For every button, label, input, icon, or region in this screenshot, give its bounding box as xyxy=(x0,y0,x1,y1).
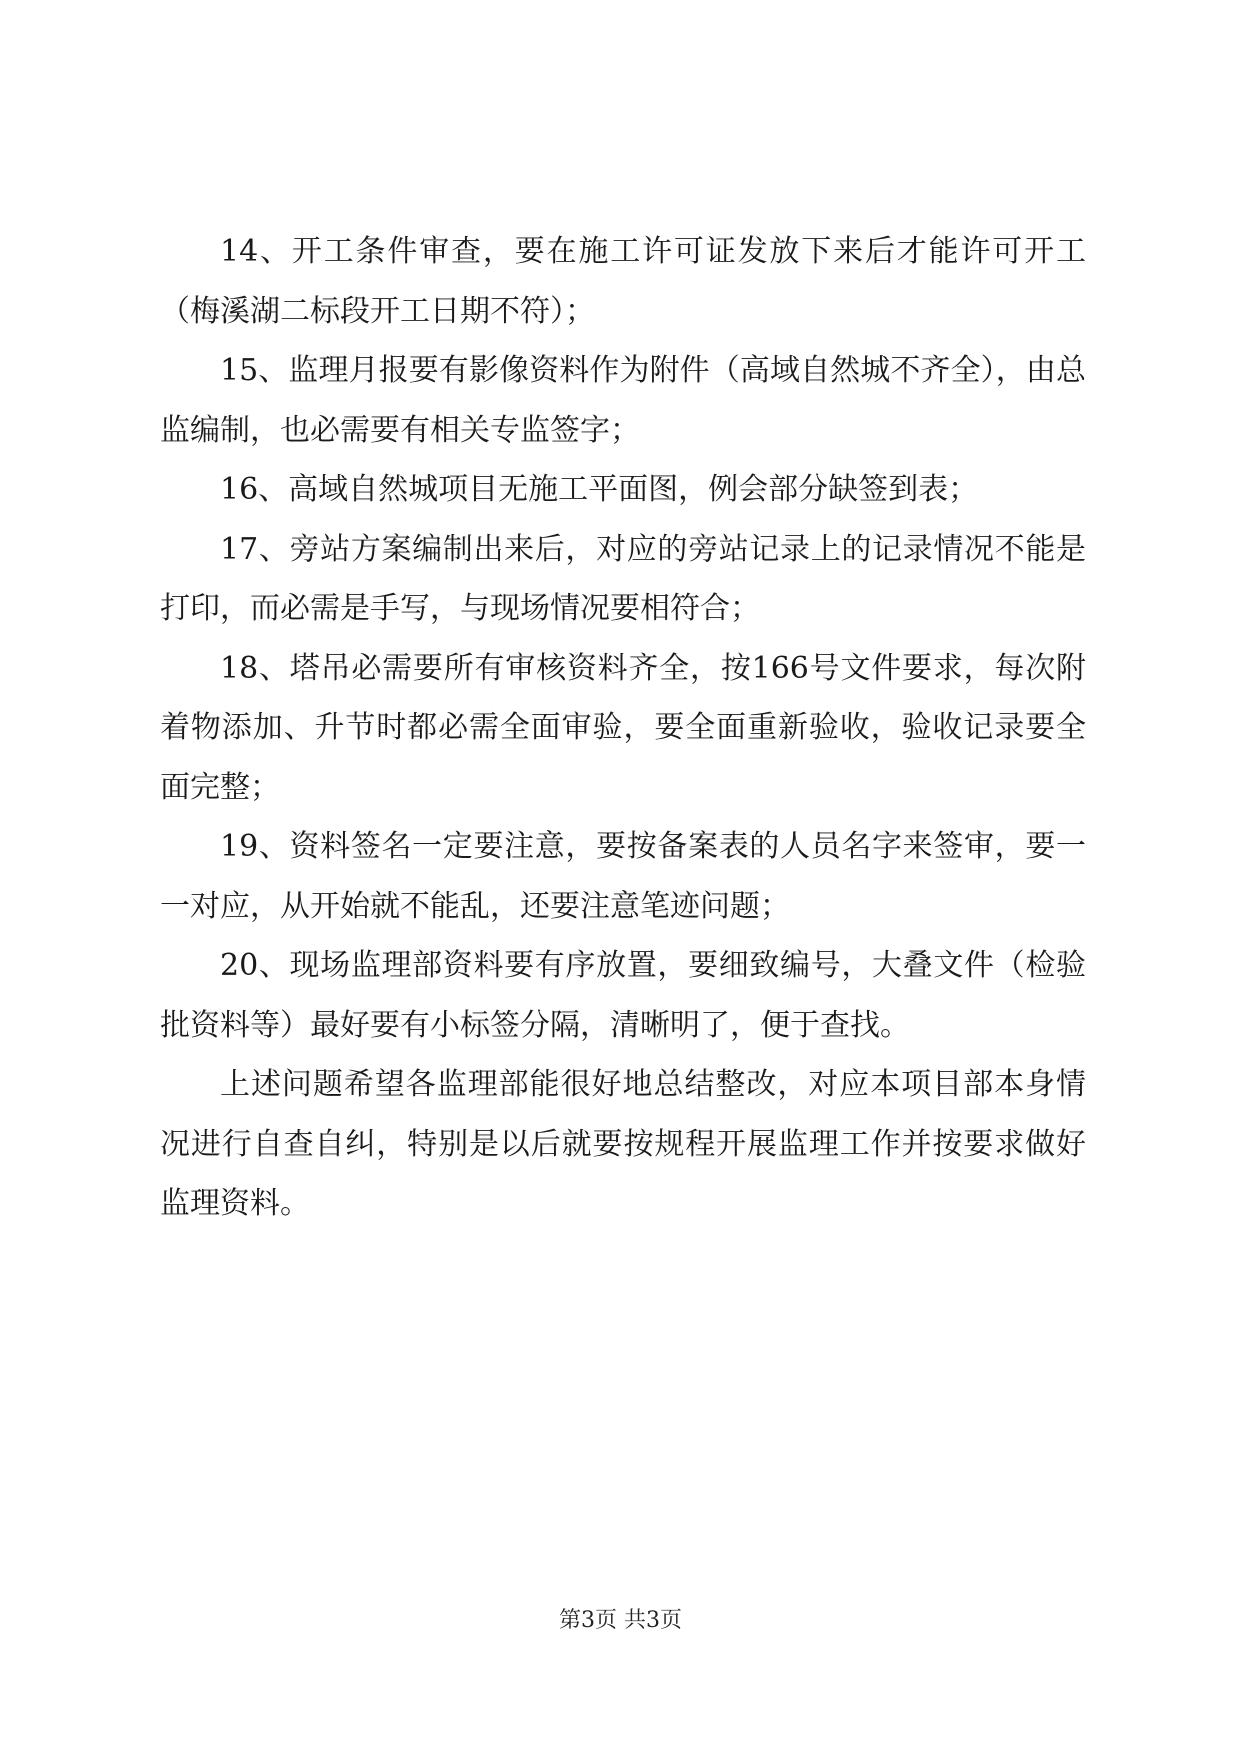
paragraph-item-18: 18、塔吊必需要所有审核资料齐全，按166号文件要求，每次附着物添加、升节时都必需全面审验，要全面重新验收，验收记录要全面完整； xyxy=(160,650,1086,805)
paragraph-item-19: 19、资料签名一定要注意，要按备案表的人员名字来签审，要一一对应，从开始就不能乱，还要注意笔迹问题； xyxy=(160,829,1086,924)
paragraph-item-14: 14、开工条件审查，要在施工许可证发放下来后才能许可开工（梅溪湖二标段开工日期不符）； xyxy=(160,234,1086,329)
paragraph-item-20: 20、现场监理部资料要有序放置，要细致编号，大叠文件（检验批资料等）最好要有小标签分隔，清晰明了，便于查找。 xyxy=(160,948,1086,1043)
closing-paragraph: 上述问题希望各监理部能很好地总结整改，对应本项目部本身情况进行自查自纠，特别是以后就要按规程开展监理工作并按要求做好监理资料。 xyxy=(160,1067,1086,1221)
paragraph-item-15: 15、监理月报要有影像资料作为附件（高域自然城不齐全），由总监编制，也必需要有相关专监签字； xyxy=(160,353,1086,448)
document-body xyxy=(160,222,1086,1234)
page-number-footer: 第3页 共3页 xyxy=(559,1608,682,1633)
paragraph-item-16: 16、高域自然城项目无施工平面图，例会部分缺签到表； xyxy=(220,472,979,507)
paragraph-item-17: 17、旁站方案编制出来后，对应的旁站记录上的记录情况不能是打印，而必需是手写，与现场情况要相符合； xyxy=(160,531,1086,626)
